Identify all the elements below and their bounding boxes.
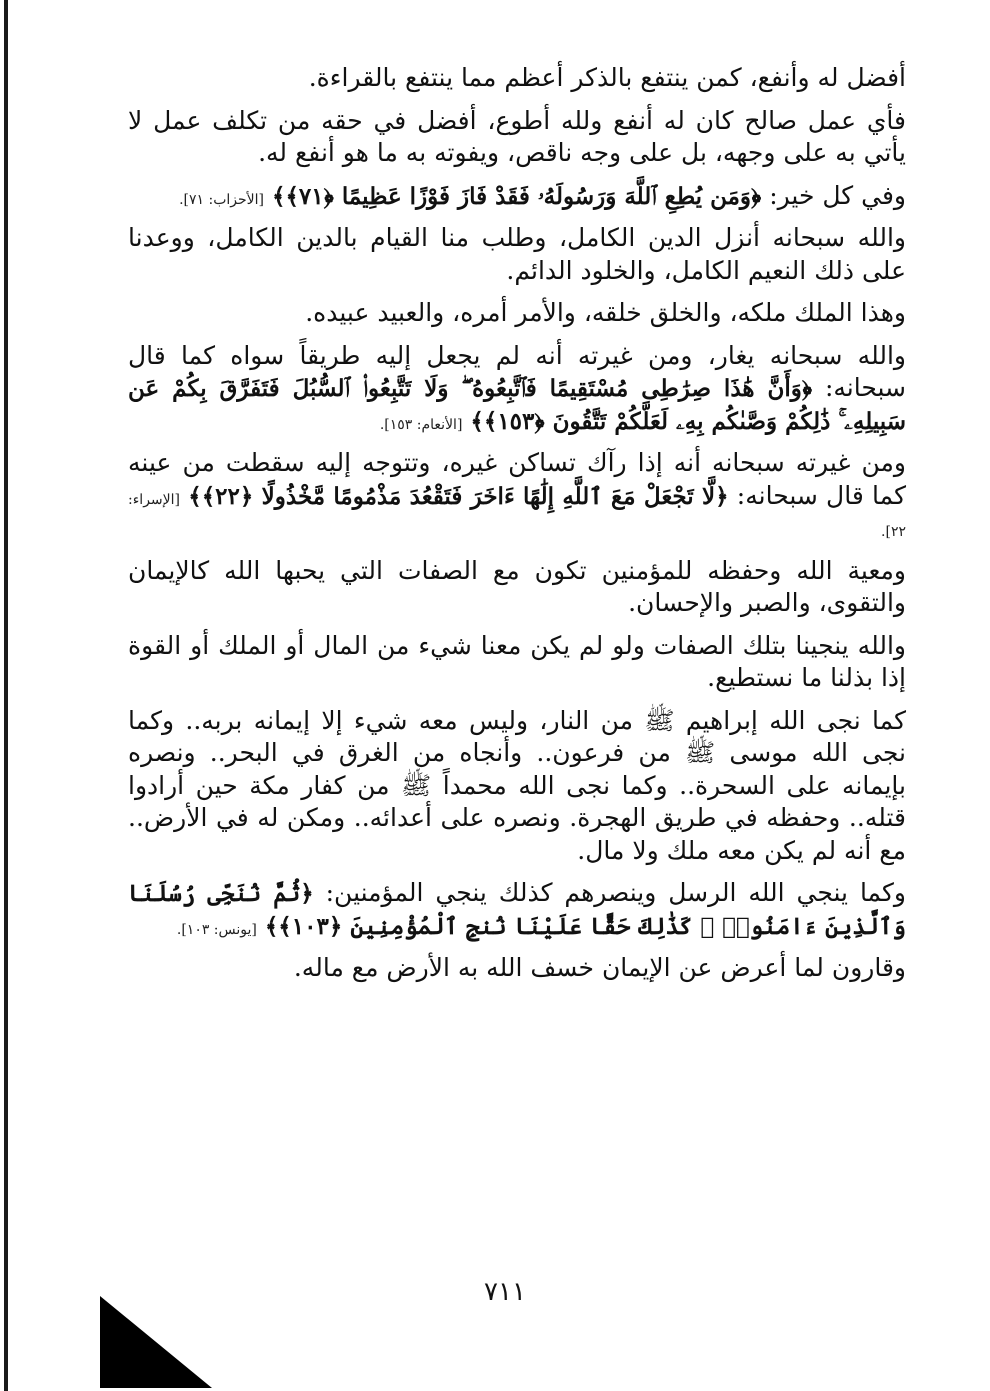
paragraph-8 (128, 555, 906, 620)
paragraph-6 (128, 340, 906, 438)
quran-verse: ﴿ثُمَّ نُنَجِّى رُسُلَنَا وَٱلَّذِينَ ءَامَنُوا۟ ۚ كَذَٰلِكَ حَقًّا عَلَيْنَا نُنجِ ٱلْمُؤْمِنِينَ ﴿١٠٣﴾﴾ (128, 880, 906, 940)
verse-reference: [يونس: ١٠٣]. (176, 921, 257, 938)
verse-reference: [الأحزاب: ٧١]. (179, 191, 265, 208)
paragraph-3 (128, 180, 906, 213)
paragraph-text: ومعية الله وحفظه للمؤمنين تكون مع الصفات التي يحبها الله كالإيمان والتقوى، والصبر والإحسان. (128, 555, 906, 617)
paragraph-11 (128, 877, 906, 942)
paragraph-5 (128, 297, 906, 330)
paragraph-text: والله سبحانه يغار، ومن غيرته أنه لم يجعل إليه طريقاً سواه كما قال سبحانه: (128, 340, 906, 402)
paragraph-text: وهذا الملك ملكه، والخلق خلقه، والأمر أمره، والعبيد عبيده. (305, 298, 906, 327)
paragraph-1 (128, 62, 906, 95)
verse-reference: [الإسراء: ٢٢]. (128, 491, 906, 540)
paragraph-text: وقارون لما أعرض عن الإيمان خسف الله به الأرض مع ماله. (293, 953, 906, 982)
page-left-edge-line (4, 0, 8, 1391)
paragraph-text: فأي عمل صالح كان له أنفع ولله أطوع، أفضل في حقه من تكلف عمل لا يأتي به على وجهه، بل على وجه ناقص، ويفوته به ما هو أنفع له. (128, 105, 906, 167)
paragraph-text: وكما ينجي الله الرسل وينصرهم كذلك ينجي المؤمنين: (325, 878, 906, 907)
page-body (128, 62, 906, 995)
paragraph-text: والله سبحانه أنزل الدين الكامل، وطلب منا القيام بالدين الكامل، ووعدنا على ذلك النعيم الكامل، والخلود الدائم. (128, 223, 906, 285)
paragraph-2 (128, 105, 906, 170)
paragraph-text: كما نجى الله إبراهيم ﷺ من النار، وليس معه شيء إلا إيمانه بربه.. وكما نجى الله موسى ﷺ من فرعون.. وأنجاه من الغرق في البحر.. ونصره بإيمانه على السحرة.. وكما نجى الله محمداً ﷺ من كفار مكة حين أرادوا قتله.. وحفظه في طريق الهجرة. ونصره على أعدائه.. ومكن له في الأرض.. مع أنه لم يكن معه ملك ولا مال. (128, 705, 906, 865)
paragraph-text: أفضل له وأنفع، كمن ينتفع بالذكر أعظم مما ينتفع بالقراءة. (308, 63, 906, 92)
quran-verse: ﴿وَمَن يُطِعِ ٱللَّهَ وَرَسُولَهُۥ فَقَدْ فَازَ فَوْزًا عَظِيمًا ﴿٧١﴾﴾ (271, 182, 762, 210)
paragraph-text: والله ينجينا بتلك الصفات ولو لم يكن معنا شيء من المال أو الملك أو القوة إذا بذلنا ما نستطيع. (128, 630, 906, 692)
paragraph-10 (128, 705, 906, 868)
paragraph-text: وفي كل خير: (769, 180, 906, 210)
paragraph-4 (128, 222, 906, 287)
page-number: ٧١١ (484, 1277, 526, 1307)
quran-verse: ﴿وَأَنَّ هَٰذَا صِرَٰطِى مُسْتَقِيمًا فَٱتَّبِعُوهُ ۖ وَلَا تَتَّبِعُوا۟ ٱلسُّبُلَ فَتَفَرَّقَ بِكُمْ عَن سَبِيلِهِۦ ۚ ذَٰلِكُمْ وَصَّىٰكُم بِهِۦ لَعَلَّكُمْ تَتَّقُونَ ﴿١٥٣﴾﴾ (128, 375, 906, 435)
paragraph-9 (128, 630, 906, 695)
verse-reference: [الأنعام: ١٥٣]. (379, 416, 463, 433)
quran-verse: ﴿لَّا تَجْعَلْ مَعَ ٱللَّهِ إِلَٰهًا ءَاخَرَ فَتَقْعُدَ مَذْمُومًا مَّخْذُولًا ﴿٢٢﴾﴾ (188, 482, 729, 510)
corner-triangle-mark (100, 1296, 212, 1388)
paragraph-7 (128, 447, 906, 545)
paragraph-12 (128, 952, 906, 985)
paragraph-text: ومن غيرته سبحانه أنه إذا رآك تساكن غيره، وتتوجه إليه سقطت من عينه كما قال سبحانه: (128, 448, 906, 510)
